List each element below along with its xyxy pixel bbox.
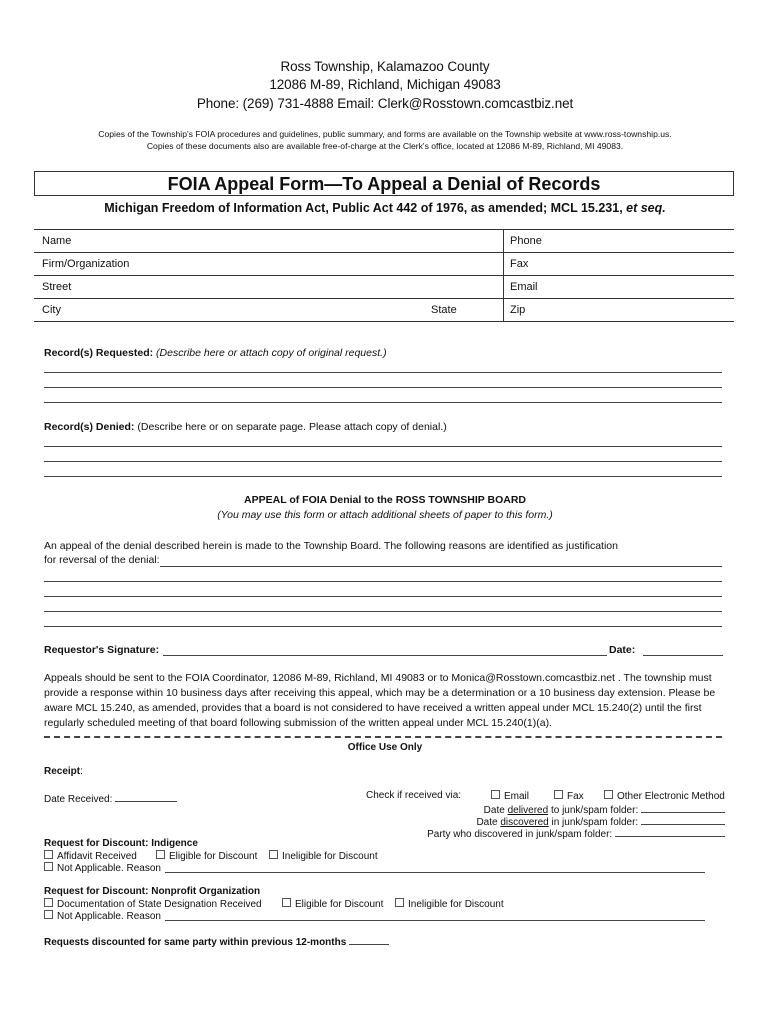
appeal-heading: APPEAL of FOIA Denial to the ROSS TOWNSHIP BOARD xyxy=(244,494,526,506)
reason-line-3[interactable] xyxy=(44,611,722,612)
reason-line-4[interactable] xyxy=(44,626,722,627)
requested-line-3[interactable] xyxy=(44,402,722,403)
indigence-eligible-text: Eligible for Discount xyxy=(169,851,258,862)
contact-row-city xyxy=(34,299,734,322)
delivered-post: to junk/spam folder: xyxy=(548,805,639,816)
receipt-label-text: Receipt xyxy=(44,766,81,777)
nonprofit-ineligible-text: Ineligible for Discount xyxy=(408,899,504,910)
indigence-ineligible-text: Ineligible for Discount xyxy=(282,851,378,862)
signature-label: Requestor's Signature: xyxy=(44,644,160,656)
indigence-eligible-checkbox-icon[interactable] xyxy=(156,850,165,859)
date-discovered-blank[interactable] xyxy=(641,814,725,825)
discovered-underlined: discovered xyxy=(500,817,549,828)
affidavit-text: Affidavit Received xyxy=(57,851,137,862)
indigence-ineligible-checkbox-icon[interactable] xyxy=(269,850,278,859)
signature-line[interactable] xyxy=(163,655,607,656)
header-note-1: Copies of the Township's FOIA procedures and guidelines, public summary, and forms are available on the Township website at www.ross-township.us. xyxy=(98,129,672,139)
party-text: Party who discovered in junk/spam folder: xyxy=(427,829,613,840)
nonprofit-ineligible-checkbox-icon[interactable] xyxy=(395,898,404,907)
receipt-colon: : xyxy=(80,766,83,777)
denied-line-2[interactable] xyxy=(44,461,722,462)
email-checkbox-icon[interactable] xyxy=(491,790,500,799)
receipt-label xyxy=(44,766,83,779)
nonprofit-eligible-checkbox-icon[interactable] xyxy=(282,898,291,907)
nonprofit-na-text: Not Applicable. Reason xyxy=(57,911,161,922)
appeal-subheading: (You may use this form or attach additional sheets of paper to this form.) xyxy=(217,509,553,521)
city-field[interactable]: City xyxy=(34,299,423,322)
indigence-na-checkbox-icon[interactable] xyxy=(44,862,53,871)
delivered-underlined: delivered xyxy=(507,805,549,816)
subtitle-text: Michigan Freedom of Information Act, Public Act 442 of 1976, as amended; MCL 15.231, xyxy=(104,201,627,215)
appeal-intro-2: for reversal of the denial: xyxy=(44,554,160,566)
indigence-eligible[interactable] xyxy=(156,850,257,864)
nonprofit-eligible[interactable] xyxy=(282,898,383,912)
discounted-row xyxy=(44,934,389,950)
date-received-label xyxy=(44,791,177,807)
records-denied-label xyxy=(44,421,447,433)
requested-line-1[interactable] xyxy=(44,372,722,373)
header-note-2: Copies of these documents also are available free-of-charge at the Clerk's office, located at 12086 M-89, Richland, MI 49083. xyxy=(146,141,624,151)
phone-field[interactable]: Phone xyxy=(504,230,735,253)
appeal-intro-1: An appeal of the denial described herein is made to the Township Board. The following reasons are identified as justification xyxy=(44,540,618,552)
firm-field[interactable]: Firm/Organization xyxy=(34,253,504,276)
signature-date-line[interactable] xyxy=(643,655,723,656)
nonprofit-na-checkbox-icon[interactable] xyxy=(44,910,53,919)
discounted-blank[interactable] xyxy=(349,934,389,945)
contact-row-name xyxy=(34,230,734,253)
discovered-pre: Date xyxy=(476,817,501,828)
fax-checkbox-icon[interactable] xyxy=(554,790,563,799)
indigence-reason-line[interactable] xyxy=(165,872,705,873)
denied-line-1[interactable] xyxy=(44,446,722,447)
signature-date-label: Date: xyxy=(609,644,636,656)
reason-line-1[interactable] xyxy=(44,581,722,582)
form-subtitle xyxy=(0,201,770,215)
contact-row-street xyxy=(34,276,734,299)
zip-field[interactable]: Zip xyxy=(504,299,735,322)
other-checkbox-icon[interactable] xyxy=(604,790,613,799)
contact-table xyxy=(34,229,734,322)
nonprofit-eligible-text: Eligible for Discount xyxy=(295,899,384,910)
nonprofit-ineligible[interactable] xyxy=(395,898,504,912)
state-field[interactable]: State xyxy=(423,299,504,322)
indigence-na[interactable] xyxy=(44,862,161,876)
discovered-post: in junk/spam folder: xyxy=(548,817,639,828)
fax-field[interactable]: Fax xyxy=(504,253,735,276)
instructions-line-4: regularly scheduled meeting of that board following submission of the written appeal under MCL 15.240(1)(a). xyxy=(44,717,552,729)
check-via-label: Check if received via: xyxy=(366,790,462,801)
office-divider xyxy=(44,736,722,738)
reason-line-0[interactable] xyxy=(160,566,722,567)
indigence-heading: Request for Discount: Indigence xyxy=(44,838,198,849)
denied-label-text: Record(s) Denied: xyxy=(44,421,135,433)
requested-label-text: Record(s) Requested: xyxy=(44,347,154,359)
instructions-line-1: Appeals should be sent to the FOIA Coordinator, 12086 M-89, Richland, MI 49083 or to Monica@Rosstown.comcastbiz.net . The township must xyxy=(44,672,712,684)
party-blank[interactable] xyxy=(615,826,725,837)
township-name: Ross Township, Kalamazoo County xyxy=(280,59,490,74)
records-requested-label xyxy=(44,347,387,359)
office-heading: Office Use Only xyxy=(347,742,423,753)
street-field[interactable]: Street xyxy=(34,276,504,299)
discounted-text: Requests discounted for same party within previous 12-months xyxy=(44,937,347,948)
affidavit-checkbox-icon[interactable] xyxy=(44,850,53,859)
denied-hint: (Describe here or on separate page. Please attach copy of denial.) xyxy=(137,421,447,433)
contact-row-firm xyxy=(34,253,734,276)
nonprofit-reason-line[interactable] xyxy=(165,920,705,921)
requested-hint: (Describe here or attach copy of original request.) xyxy=(156,347,387,359)
township-contact: Phone: (269) 731-4888 Email: Clerk@Rosstown.comcastbiz.net xyxy=(196,96,574,111)
requested-line-2[interactable] xyxy=(44,387,722,388)
form-title: FOIA Appeal Form—To Appeal a Denial of Records xyxy=(34,171,734,196)
indigence-ineligible[interactable] xyxy=(269,850,378,864)
via-fax-text: Fax xyxy=(567,791,584,802)
via-email-text: Email xyxy=(504,791,530,802)
name-field[interactable]: Name xyxy=(34,230,504,253)
date-received-text: Date Received: xyxy=(44,794,113,805)
via-other-text: Other Electronic Method xyxy=(617,791,725,802)
nonprofit-heading: Request for Discount: Nonprofit Organization xyxy=(44,886,261,897)
documentation-text: Documentation of State Designation Received xyxy=(57,899,262,910)
documentation-checkbox-icon[interactable] xyxy=(44,898,53,907)
township-address: 12086 M-89, Richland, Michigan 49083 xyxy=(269,77,501,92)
subtitle-italic: et seq. xyxy=(626,201,666,215)
nonprofit-na[interactable] xyxy=(44,910,161,924)
instructions-line-2: provide a response within 10 business days after receiving this appeal, which may be a determination or a 10 business day extension. Please be xyxy=(44,687,716,699)
instructions-line-3: aware MCL 15.240, as amended, provides that a board is not considered to have received a written appeal under MCL 15.240(2) until the first xyxy=(44,702,702,714)
denied-line-3[interactable] xyxy=(44,476,722,477)
party-row xyxy=(427,826,725,842)
delivered-pre: Date xyxy=(483,805,508,816)
date-delivered-blank[interactable] xyxy=(641,802,725,813)
date-received-blank[interactable] xyxy=(115,791,177,802)
indigence-na-text: Not Applicable. Reason xyxy=(57,863,161,874)
reason-line-2[interactable] xyxy=(44,596,722,597)
email-field[interactable]: Email xyxy=(504,276,735,299)
